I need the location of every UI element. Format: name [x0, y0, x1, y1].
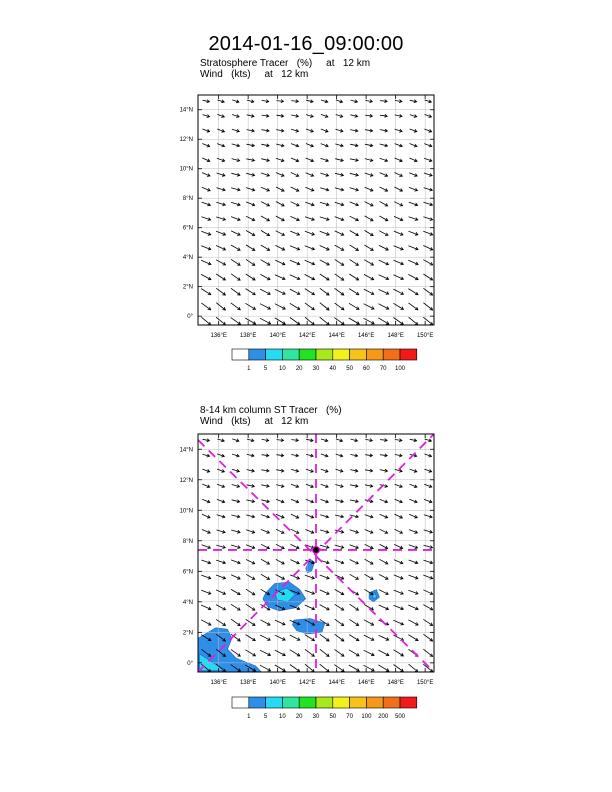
- colorbar-swatch: [266, 697, 283, 708]
- wind-vector: [245, 650, 255, 656]
- wind-vector: [290, 650, 300, 656]
- x-tick-label: 150°E: [416, 333, 434, 339]
- wind-vector: [423, 560, 432, 564]
- marker-point: [313, 546, 320, 553]
- wind-vector: [321, 469, 328, 472]
- wind-vector: [379, 575, 388, 580]
- wind-vector: [408, 635, 418, 641]
- wind-vector: [380, 439, 387, 442]
- wind-vector: [276, 485, 284, 488]
- wind-vector: [410, 484, 417, 488]
- wind-vector: [232, 485, 240, 488]
- wind-vector: [246, 589, 255, 595]
- wind-vector: [231, 604, 240, 610]
- y-tick-label: 12°N: [179, 477, 193, 484]
- colorbar-label: 200: [378, 714, 389, 720]
- colorbar-swatch: [350, 697, 367, 708]
- wind-vector: [335, 634, 344, 641]
- wind-vector: [201, 590, 211, 594]
- wind-vector: [276, 544, 284, 549]
- wind-vector: [202, 469, 209, 472]
- colorbar-label: 20: [295, 714, 303, 720]
- wind-vector: [202, 499, 210, 503]
- colorbar-swatch: [316, 697, 333, 708]
- wind-vector: [276, 559, 284, 564]
- wind-vector: [201, 605, 211, 610]
- wind-vector: [334, 665, 344, 672]
- wind-vector: [394, 605, 404, 610]
- wind-vector: [305, 664, 314, 672]
- colorbar-swatch: [232, 697, 249, 708]
- wind-vector: [364, 589, 373, 594]
- colorbar-label: 10: [279, 366, 286, 372]
- x-tick-label: 146°E: [357, 680, 375, 686]
- wind-vector: [231, 545, 240, 549]
- wind-vector: [261, 469, 269, 472]
- wind-vector: [246, 515, 254, 518]
- wind-vector: [290, 560, 299, 564]
- wind-vector: [305, 530, 313, 534]
- panel-1-title-line2: Wind (kts) at 12 km: [200, 69, 309, 80]
- wind-vector: [201, 575, 210, 579]
- colorbar-label: 100: [361, 714, 372, 720]
- wind-vector: [350, 454, 357, 457]
- y-tick-label: 6°N: [182, 569, 193, 576]
- wind-vector: [320, 515, 328, 518]
- wind-vector: [276, 499, 284, 502]
- colorbar: [232, 697, 417, 720]
- wind-vector: [216, 619, 225, 625]
- wind-vector: [260, 620, 270, 625]
- wind-vector: [291, 529, 299, 533]
- wind-vector: [275, 635, 285, 640]
- wind-vector: [201, 620, 211, 625]
- wind-vector: [261, 574, 270, 579]
- y-tick-label: 6°N: [182, 225, 193, 232]
- tracer-patch: [292, 619, 324, 634]
- wind-vector: [276, 575, 285, 580]
- wind-vector: [365, 559, 373, 564]
- colorbar-label: 5: [263, 714, 268, 720]
- wind-vector: [231, 619, 240, 625]
- wind-vector: [291, 499, 299, 503]
- wind-vector: [379, 559, 387, 564]
- wind-vector: [260, 665, 271, 671]
- wind-vector: [351, 439, 358, 442]
- wind-vector: [320, 605, 329, 610]
- wind-vector: [410, 439, 417, 442]
- wind-vector: [424, 469, 431, 472]
- x-tick-label: 138°E: [239, 333, 257, 339]
- x-tick-label: 140°E: [269, 680, 286, 686]
- wind-vector: [202, 514, 210, 518]
- wind-vector: [217, 515, 225, 518]
- y-tick-label: 14°N: [179, 447, 193, 454]
- wind-vector: [291, 469, 298, 472]
- wind-vector: [335, 649, 344, 656]
- wind-vector: [365, 544, 373, 548]
- panel-2-title-line1: 8-14 km column ST Tracer (%): [200, 405, 342, 416]
- wind-vector: [232, 439, 239, 442]
- wind-vector: [231, 589, 240, 594]
- wind-vector: [246, 560, 255, 565]
- colorbar-label: 50: [329, 714, 337, 720]
- wind-vector: [349, 650, 359, 656]
- wind-vector: [261, 515, 269, 518]
- wind-vector: [409, 530, 417, 534]
- wind-vector: [201, 560, 210, 564]
- wind-vector: [291, 484, 299, 487]
- wind-vector: [290, 665, 300, 672]
- wind-vector: [349, 635, 359, 641]
- wind-vector: [335, 545, 344, 549]
- wind-vector: [425, 439, 432, 442]
- wind-vector: [262, 439, 269, 442]
- wind-vector: [291, 544, 299, 548]
- y-tick-label: 12°N: [179, 137, 193, 144]
- wind-vector: [335, 560, 344, 564]
- wind-vector: [365, 574, 374, 579]
- wind-vector: [232, 454, 239, 457]
- wind-vector: [232, 500, 240, 503]
- wind-vector: [320, 545, 329, 548]
- wind-vector: [395, 439, 402, 442]
- x-tick-label: 148°E: [387, 680, 404, 686]
- wind-vector: [335, 515, 343, 518]
- wind-vector: [261, 500, 269, 503]
- wind-vector: [202, 545, 211, 549]
- wind-vector: [231, 575, 240, 580]
- wind-vector: [305, 649, 314, 656]
- x-tick-label: 146°E: [357, 333, 375, 339]
- colorbar-swatch: [383, 697, 400, 708]
- wind-vector: [320, 664, 329, 672]
- wind-vector: [409, 575, 418, 579]
- y-tick-label: 2°N: [182, 630, 193, 637]
- wind-vector: [350, 574, 359, 579]
- wind-vector: [305, 575, 314, 579]
- wind-vector: [261, 544, 269, 548]
- wind-vector: [216, 605, 225, 610]
- wind-vector: [276, 529, 284, 533]
- wind-vector: [335, 604, 344, 610]
- wind-vector: [291, 514, 299, 518]
- wind-vector: [350, 469, 358, 472]
- wind-vector: [306, 514, 314, 518]
- wind-vector: [394, 665, 404, 672]
- wind-vector: [262, 454, 269, 457]
- wind-vector: [202, 484, 209, 488]
- wind-vector: [203, 439, 210, 442]
- wind-vector: [364, 635, 374, 640]
- wind-vector: [379, 635, 389, 640]
- wind-vector: [394, 560, 403, 564]
- wind-vector: [350, 484, 358, 487]
- wind-vector: [246, 604, 255, 610]
- wind-vector: [423, 649, 432, 656]
- x-tick-label: 136°E: [210, 333, 227, 339]
- wind-vector: [217, 469, 224, 472]
- wind-vector: [380, 514, 388, 518]
- wind-vector: [276, 469, 284, 472]
- wind-vector: [408, 590, 418, 594]
- x-tick-label: 148°E: [387, 333, 404, 339]
- wind-vector: [364, 650, 374, 656]
- y-tick-label: 2°N: [182, 284, 193, 291]
- wind-vector: [291, 454, 298, 457]
- x-tick-label: 150°E: [416, 680, 434, 686]
- wind-vector: [364, 665, 375, 671]
- wind-vector: [291, 439, 298, 442]
- wind-vector: [423, 619, 432, 625]
- colorbar-label: 50: [346, 366, 353, 372]
- colorbar-label: 20: [295, 366, 303, 372]
- wind-vector: [408, 605, 418, 610]
- y-tick-label: 0°: [187, 314, 193, 321]
- wind-vector: [393, 620, 403, 625]
- wind-vector: [247, 484, 255, 487]
- wind-vector: [216, 590, 225, 595]
- wind-vector: [410, 469, 417, 472]
- x-tick-label: 144°E: [328, 680, 345, 686]
- wind-vector: [425, 454, 432, 457]
- colorbar-label: 5: [263, 366, 268, 372]
- wind-vector: [380, 529, 388, 533]
- wind-vector: [217, 530, 226, 533]
- wind-vector: [380, 454, 387, 457]
- wind-vector: [321, 499, 329, 502]
- wind-vector: [261, 530, 269, 534]
- wind-vector: [260, 635, 270, 640]
- wind-vector: [275, 620, 285, 625]
- x-tick-label: 136°E: [210, 680, 227, 686]
- y-tick-label: 14°N: [179, 107, 193, 114]
- colorbar-label: 1: [247, 366, 251, 372]
- wind-vector: [379, 605, 389, 610]
- x-tick-label: 144°E: [328, 333, 345, 339]
- panel-1-title-line1: Stratosphere Tracer (%) at 12 km: [200, 58, 371, 69]
- wind-vector: [409, 499, 417, 503]
- wind-vector: [424, 545, 433, 548]
- wind-vector: [378, 665, 388, 671]
- panel-2-title-line2: Wind (kts) at 12 km: [200, 416, 309, 427]
- colorbar-label: 1: [247, 714, 251, 720]
- wind-vector: [261, 559, 269, 564]
- wind-vector: [409, 545, 418, 549]
- x-tick-label: 140°E: [269, 333, 286, 339]
- wind-vector: [217, 499, 225, 502]
- wind-vector: [350, 530, 359, 534]
- wind-vector: [216, 545, 225, 548]
- wind-vector: [379, 590, 388, 595]
- wind-vector: [275, 650, 285, 656]
- wind-vector: [261, 484, 269, 487]
- y-tick-label: 4°N: [182, 599, 193, 606]
- wind-vector: [349, 665, 359, 671]
- colorbar-label: 70: [346, 714, 353, 720]
- wind-vector: [350, 560, 359, 565]
- wind-vector: [320, 649, 329, 656]
- wind-vector: [203, 454, 210, 457]
- wind-vector: [260, 650, 270, 656]
- wind-vector: [246, 635, 256, 641]
- colorbar-label: 40: [329, 366, 337, 372]
- wind-vector: [246, 574, 255, 579]
- wind-vector: [246, 530, 255, 534]
- wind-vector: [378, 650, 388, 656]
- y-tick-label: 10°N: [179, 508, 193, 515]
- plot-area: [198, 434, 434, 672]
- wind-vector: [216, 560, 225, 564]
- wind-vector: [246, 545, 255, 549]
- wind-vector: [409, 664, 418, 672]
- wind-vector: [350, 604, 359, 610]
- wind-vector: [380, 499, 388, 502]
- wind-vector: [290, 635, 300, 640]
- wind-vector: [393, 650, 403, 656]
- wind-vector: [217, 454, 224, 457]
- y-tick-label: 0°: [187, 660, 193, 667]
- wind-vector: [305, 605, 315, 610]
- wind-vector: [321, 439, 328, 442]
- colorbar-label: 500: [394, 714, 406, 720]
- wind-vector: [394, 590, 404, 594]
- wind-vector: [320, 634, 329, 641]
- wind-vector: [350, 545, 359, 549]
- colorbar-label: 60: [363, 366, 370, 372]
- y-tick-label: 8°N: [182, 538, 193, 545]
- wind-vector: [335, 619, 344, 625]
- wind-vector: [320, 530, 329, 533]
- wind-vector: [350, 500, 358, 503]
- colorbar-label: 10: [279, 714, 286, 720]
- wind-vector: [247, 454, 254, 457]
- wind-vector: [216, 575, 225, 579]
- colorbar-label: 100: [394, 366, 406, 372]
- wind-vector: [320, 575, 329, 579]
- colorbar-swatch: [282, 697, 299, 708]
- x-tick-label: 142°E: [298, 333, 316, 339]
- wind-vector: [305, 635, 315, 641]
- x-tick-label: 138°E: [239, 680, 257, 686]
- colorbar-swatch: [249, 697, 266, 708]
- wind-vector: [364, 620, 374, 625]
- wind-vector: [231, 560, 240, 564]
- wind-vector: [231, 530, 240, 533]
- colorbar-label: 30: [312, 366, 320, 372]
- wind-vector: [320, 590, 329, 595]
- wind-vector: [232, 469, 239, 472]
- wind-vector: [202, 530, 210, 534]
- wind-vector: [246, 500, 254, 503]
- wind-vector: [423, 575, 432, 579]
- page-title: 2014-01-16_09:00:00: [208, 33, 404, 55]
- colorbar-swatch: [333, 697, 350, 708]
- wind-vector: [380, 469, 388, 472]
- y-tick-label: 4°N: [182, 255, 193, 262]
- wind-vector: [349, 619, 358, 625]
- wind-vector: [408, 620, 418, 625]
- wind-vector: [423, 634, 432, 641]
- colorbar-label: 30: [312, 714, 320, 720]
- wind-vector: [394, 575, 403, 579]
- colorbar-swatch: [366, 697, 383, 708]
- wind-vector: [321, 454, 328, 457]
- wind-vector: [409, 514, 417, 518]
- y-tick-label: 10°N: [179, 166, 193, 173]
- wind-vector: [335, 589, 344, 594]
- colorbar-swatch: [400, 697, 417, 708]
- wind-vector: [217, 484, 224, 487]
- wind-vector: [409, 560, 418, 564]
- wind-vector: [321, 484, 328, 487]
- wind-vector: [380, 544, 388, 549]
- wind-vector: [231, 515, 239, 518]
- wind-vector: [423, 605, 432, 610]
- x-tick-label: 142°E: [298, 680, 316, 686]
- wind-vector: [247, 469, 255, 472]
- colorbar-swatch: [299, 697, 316, 708]
- wind-vector: [246, 619, 255, 625]
- colorbar-label: 70: [379, 366, 387, 372]
- wind-vector: [305, 590, 315, 594]
- y-tick-label: 8°N: [182, 196, 193, 203]
- wind-vector: [275, 665, 285, 671]
- wind-vector: [423, 590, 432, 595]
